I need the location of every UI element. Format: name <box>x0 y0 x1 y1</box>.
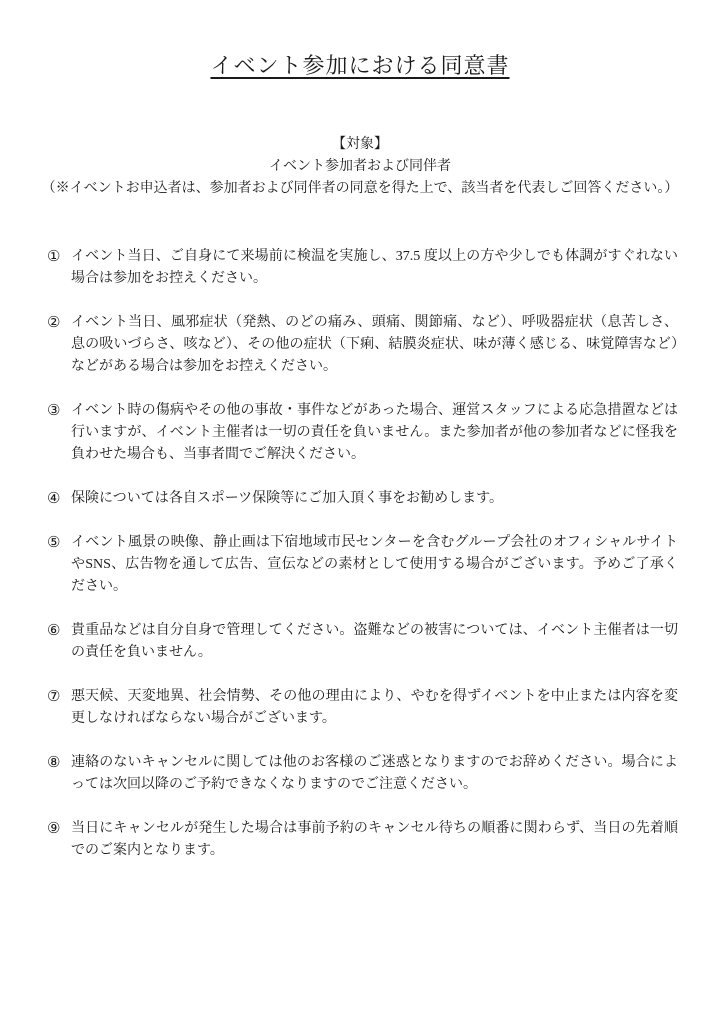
item-text: 貴重品などは自分自身で管理してください。盗難などの被害については、イベント主催者は一切の責任を負いません。 <box>71 623 678 660</box>
item-number: ⑦ <box>47 689 61 705</box>
item-text: イベント当日、ご自身にて来場前に検温を実施し、37.5 度以上の方や少しでも体調がすぐれない場合は参加をお控えください。 <box>71 249 678 286</box>
list-item <box>47 532 678 598</box>
item-text: 連絡のないキャンセルに関しては他のお客様のご迷惑となりますのでお辞めください。場合によっては次回以降のご予約できなくなりますのでご注意ください。 <box>71 755 678 792</box>
target-line-note: （※イベントお申込者は、参加者および同伴者の同意を得た上で、該当者を代表しご回答ください。） <box>41 181 679 196</box>
item-text: イベント当日、風邪症状（発熱、のどの痛み、頭痛、関節痛、など）、呼吸器症状（息苦しさ、息の吸いづらさ、咳など）、その他の症状（下痢、結膜炎症状、味が薄く感じる、味覚障害など）などがある場合は参加をお控えください。 <box>71 315 678 374</box>
item-number: ④ <box>47 491 61 507</box>
list-item <box>47 400 678 466</box>
target-heading: 【対象】 <box>332 137 388 152</box>
list-item <box>47 246 678 290</box>
item-text: イベント風景の映像、静止画は下宿地域市民センターを含むグループ会社のオフィシャルサイトやSNS、広告物を通して広告、宣伝などの素材として使用する場合がございます。予めご了承ください。 <box>71 535 678 594</box>
item-text: イベント時の傷病やその他の事故・事件などがあった場合、運営スタッフによる応急措置などは行いますが、イベント主催者は一切の責任を負いません。また参加者が他の参加者などに怪我を負わせた場合も、当事者間でご解決ください。 <box>71 403 678 462</box>
item-text: 悪天候、天変地異、社会情勢、その他の理由により、やむを得ずイベントを中止または内容を変更しなければならない場合がございます。 <box>71 689 678 726</box>
list-item <box>47 818 678 862</box>
item-number: ① <box>47 249 61 265</box>
list-item <box>47 752 678 796</box>
target-line-participants: イベント参加者および同伴者 <box>269 159 451 174</box>
terms-list <box>40 246 680 862</box>
target-section <box>40 134 680 200</box>
list-item <box>47 488 678 510</box>
item-text: 当日にキャンセルが発生した場合は事前予約のキャンセル待ちの順番に関わらず、当日の先着順でのご案内となります。 <box>71 821 678 858</box>
document-title: イベント参加における同意書 <box>210 53 510 78</box>
list-item <box>47 686 678 730</box>
item-number: ② <box>47 315 61 331</box>
list-item <box>47 620 678 664</box>
item-number: ⑤ <box>47 535 61 551</box>
item-number: ⑥ <box>47 623 61 639</box>
list-item <box>47 312 678 378</box>
item-number: ③ <box>47 403 61 419</box>
item-number: ⑧ <box>47 755 61 771</box>
item-number: ⑨ <box>47 821 61 837</box>
item-text: 保険については各自スポーツ保険等にご加入頂く事をお勧めします。 <box>71 491 504 506</box>
